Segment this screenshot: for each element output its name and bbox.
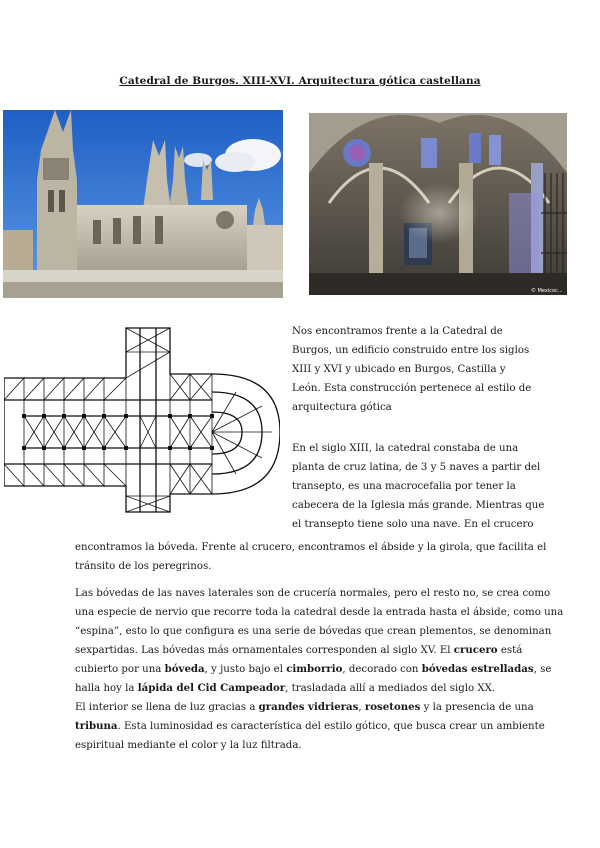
text-line: planta de cruz latina, de 3 y 5 naves a partir del bbox=[292, 462, 541, 473]
text-line: tránsito de los peregrinos. bbox=[75, 561, 212, 572]
vaults-paragraph bbox=[75, 584, 564, 755]
text-line: sexpartidas. Las bóvedas más ornamentales corresponden al siglo XV. El crucero está bbox=[75, 644, 523, 656]
bold-term: lápida del Cid Campeador bbox=[137, 682, 286, 694]
text-line: El interior se llena de luz gracias a grandes vidrieras, rosetones y la presencia de una bbox=[75, 701, 534, 713]
text-line: XIII y XVI y ubicado en Burgos, Castilla y bbox=[292, 364, 506, 375]
text-line: una especie de nervio que recorre toda la catedral desde la entrada hasta el ábside, como una bbox=[75, 607, 564, 618]
text-line: Burgos, un edificio construido entre los siglos bbox=[292, 345, 530, 356]
bold-term: cimborrio bbox=[286, 663, 343, 675]
cathedral-floor-plan bbox=[4, 326, 280, 516]
text-line: En el siglo XIII, la catedral constaba de una bbox=[292, 443, 519, 454]
plan-paragraph bbox=[292, 439, 545, 534]
intro-paragraph bbox=[292, 322, 542, 417]
text-line: “espina”, esto lo que configura es una serie de bóvedas que crean plementos, se denominan bbox=[75, 626, 552, 637]
bold-term: crucero bbox=[453, 644, 498, 656]
text-line: encontramos la bóveda. Frente al crucero, encontramos el ábside y la girola, que facilita el bbox=[75, 542, 547, 553]
text-line: Nos encontramos frente a la Catedral de bbox=[292, 326, 503, 337]
text-line: transepto, es una macrocefalia por tener la bbox=[292, 481, 516, 492]
page-title: Catedral de Burgos. XIII-XVI. Arquitectura gótica castellana bbox=[119, 75, 481, 87]
text-line: arquitectura gótica bbox=[292, 402, 392, 413]
bold-term: rosetones bbox=[364, 701, 421, 713]
text-line: halla hoy la lápida del Cid Campeador, trasladada allí a mediados del siglo XX. bbox=[75, 682, 496, 694]
bold-term: bóvedas estrelladas bbox=[421, 663, 534, 675]
text-line: cabecera de la Iglesia más grande. Mientras que bbox=[292, 500, 545, 511]
text-line: espiritual mediante el color y la luz filtrada. bbox=[75, 740, 302, 751]
bold-term: tribuna bbox=[75, 720, 118, 732]
text-line: cubierto por una bóveda, y justo bajo el cimborrio, decorado con bóvedas estrelladas, se bbox=[75, 663, 552, 675]
cathedral-exterior-photo bbox=[3, 110, 283, 298]
bold-term: bóveda bbox=[164, 663, 205, 675]
cathedral-interior-photo bbox=[309, 113, 567, 295]
text-line: el transepto tiene solo una nave. En el crucero bbox=[292, 519, 534, 530]
photo-credit: © Mexicoc... bbox=[531, 288, 563, 294]
text-line: tribuna. Esta luminosidad es característica del estilo gótico, que busca crear un ambiente bbox=[75, 720, 545, 732]
text-line: León. Esta construcción pertenece al estilo de bbox=[292, 383, 532, 394]
crucero-paragraph bbox=[75, 538, 547, 576]
bold-term: grandes vidrieras bbox=[258, 701, 359, 713]
text-line: Las bóvedas de las naves laterales son de crucería normales, pero el resto no, se crea como bbox=[75, 588, 551, 599]
